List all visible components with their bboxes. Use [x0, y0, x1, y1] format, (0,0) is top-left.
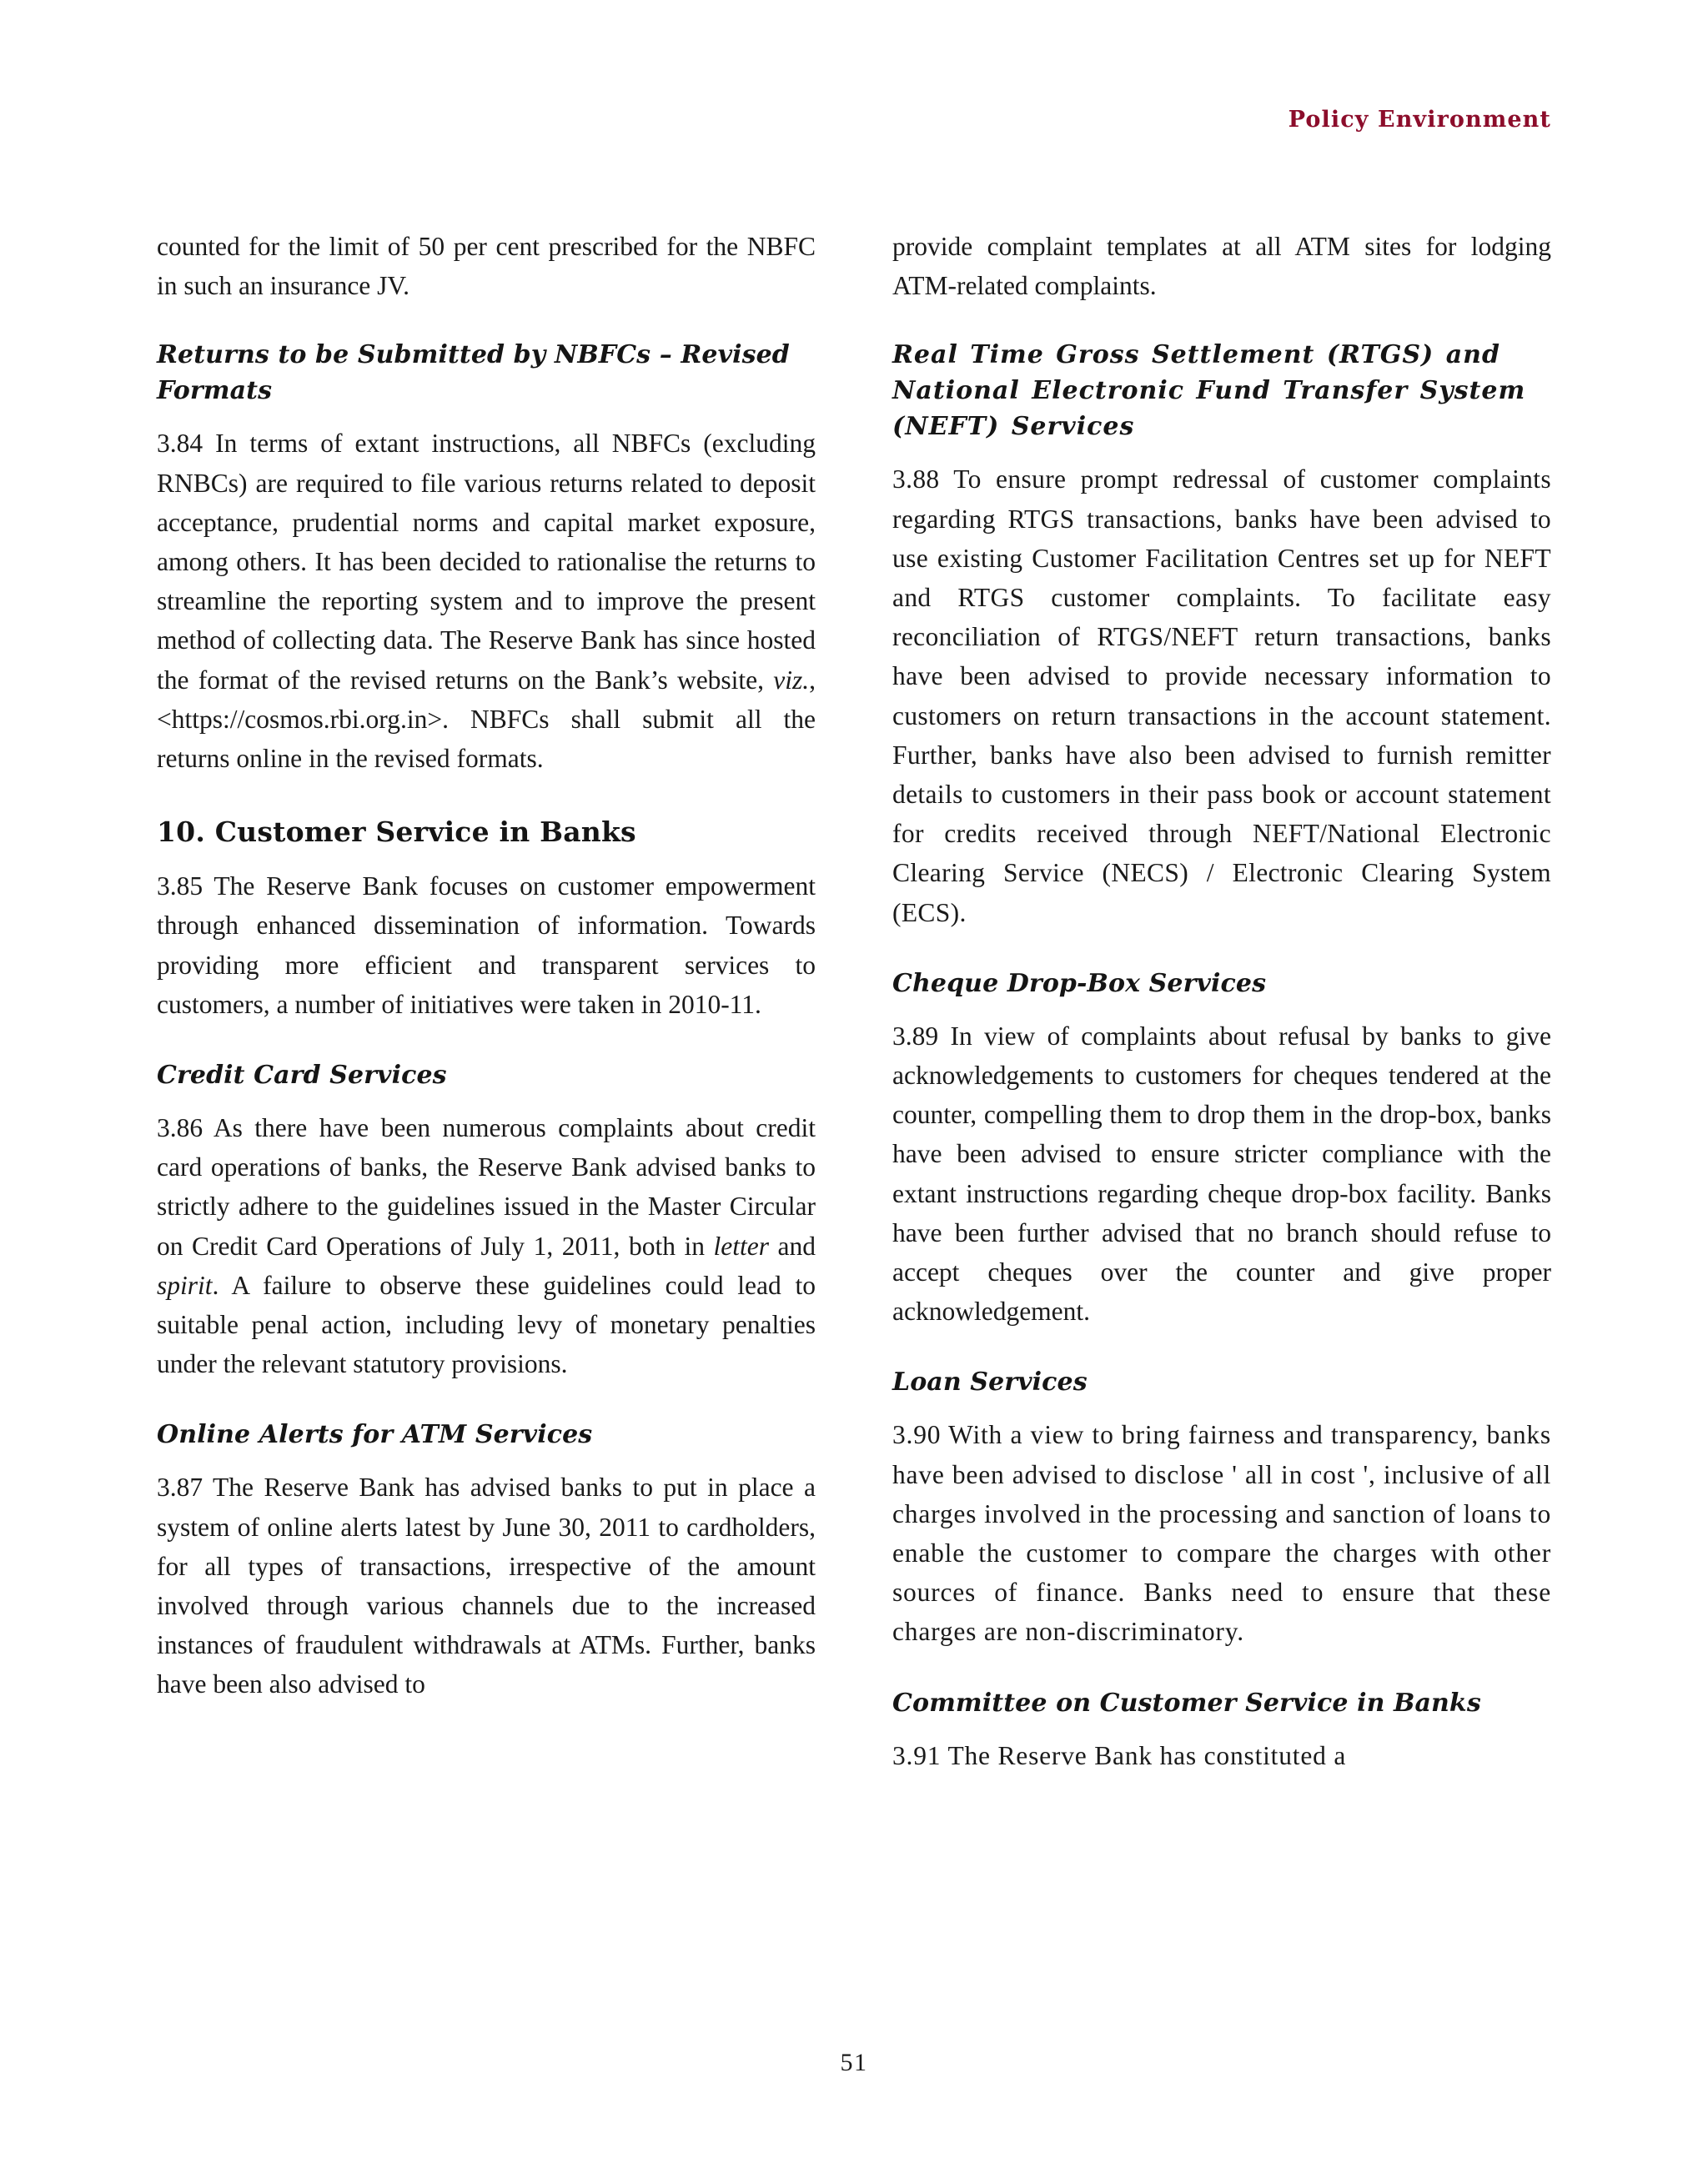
paragraph-3-85 — [157, 866, 816, 1024]
heading-committee-on-customer-service: Committee on Customer Service in Banks — [892, 1688, 1481, 1718]
paragraph-3-91 — [892, 1736, 1551, 1775]
two-column-body — [157, 227, 1551, 1775]
paragraph-3-86-text-b: . A failure to observe these guidelines could lead to suitable penal action, including levy of monetary penalties under the relevant statutory provisions. — [157, 1270, 816, 1379]
paragraph-3-86-text-a: As there have been numerous complaints about credit card operations of banks, the Reserve Bank advised banks to strictly adhere to the guidelines issued in the Master Circular on Credit Card Operations of July 1, 2011, both in — [157, 1113, 816, 1261]
paragraph-3-84-text-a: In terms of extant instructions, all NBFCs (excluding RNBCs) are required to file various returns related to deposit acceptance, prudential norms and capital market exposure, among others. It has been decided to rationalise the returns to streamline the reporting system and to improve the present method of collecting data. The Reserve Bank has since hosted the format of the revised returns on the Bank’s website, — [157, 429, 816, 695]
paragraph-3-86-emphasis-spirit: spirit — [157, 1270, 213, 1300]
paragraph-3-89 — [892, 1016, 1551, 1332]
paragraph-3-87 — [157, 1468, 816, 1704]
paragraph-3-84 — [157, 424, 816, 778]
paragraph-3-86-emphasis-letter: letter — [713, 1231, 769, 1261]
paragraph-3-88-text: To ensure prompt redressal of customer complaints regarding RTGS transactions, banks have been advised to use existing Customer Facilitation Centres set up for NEFT and RTGS customer complaints. To facilitate easy reconciliation of RTGS/NEFT return transactions, banks have been advised to provide necessary information to customers on return transactions in the account statement. Further, banks have also been advised to furnish remitter details to customers in their pass book or account statement for credits received through NEFT/National Electronic Clearing Service (NECS) / Electronic Clearing System (ECS). — [892, 464, 1551, 927]
heading-credit-card-services: Credit Card Services — [157, 1061, 447, 1091]
right-column — [892, 227, 1551, 1775]
heading-cheque-drop-box-services: Cheque Drop-Box Services — [892, 968, 1267, 998]
paragraph-3-87-text: The Reserve Bank has advised banks to put in place a system of online alerts latest by June 30, 2011 to cardholders, for all types of transactions, irrespective of the amount involved through various channels due to the increased instances of fraudulent withdrawals at ATMs. Further, banks have been also advised to — [157, 1473, 816, 1699]
paragraph-number-3-88: 3.88 — [892, 464, 940, 494]
paragraph-number-3-84: 3.84 — [157, 429, 203, 459]
paragraph-3-86-text-mid: and — [777, 1231, 816, 1261]
heading-section-10-customer-service: 10. Customer Service in Banks — [157, 816, 636, 849]
page-number: 51 — [840, 2049, 868, 2076]
heading-online-alerts-for-atm-services: Online Alerts for ATM Services — [157, 1420, 593, 1450]
paragraph-number-3-89: 3.89 — [892, 1021, 939, 1051]
running-header-title: Policy Environment — [1288, 107, 1551, 133]
paragraph-number-3-87: 3.87 — [157, 1473, 203, 1503]
paragraph-number-3-85: 3.85 — [157, 871, 203, 901]
paragraph-3-89-text: In view of complaints about refusal by banks to give acknowledgements to customers for cheques tendered at the counter, compelling them to drop them in the drop-box, banks have been advised to ensure stricter compliance with the extant instructions regarding cheque drop-box facility. Banks have been further advised that no branch should refuse to accept cheques over the counter and give proper acknowledgement. — [892, 1021, 1551, 1327]
paragraph-number-3-90: 3.90 — [892, 1420, 942, 1450]
paragraph-3-88 — [892, 459, 1551, 931]
left-column — [157, 227, 816, 1704]
paragraph-3-91-text: The Reserve Bank has constituted a — [947, 1740, 1347, 1770]
paragraph-3-86 — [157, 1108, 816, 1383]
heading-returns-to-be-submitted: Returns to be Submitted by NBFCs – Revised Formats — [157, 340, 790, 406]
paragraph-3-84-emphasis-viz: viz. — [773, 665, 810, 695]
paragraph-3-85-text: The Reserve Bank focuses on customer empowerment through enhanced dissemination of information. Towards providing more efficient and transparent services to customers, a number of initiatives were taken in 2010-11. — [157, 871, 816, 1019]
paragraph-3-90-text: With a view to bring fairness and transparency, banks have been advised to disclose ' all in cost ', inclusive of all charges involved in the processing and sanction of loans to enable the customer to compare the charges with other sources of finance. Banks need to ensure that these charges are non-discriminatory. — [892, 1420, 1551, 1647]
paragraph-3-90 — [892, 1415, 1551, 1651]
heading-rtgs-and-neft-services: Real Time Gross Settlement (RTGS) and National Electronic Fund Transfer System (NEFT) Services — [892, 340, 1526, 442]
paragraph-continued-right: provide complaint templates at all ATM sites for lodging ATM-related complaints. — [892, 232, 1551, 301]
paragraph-number-3-91: 3.91 — [892, 1740, 942, 1770]
paragraph-number-3-86: 3.86 — [157, 1113, 203, 1143]
paragraph-3-84-text-b: , <https://cosmos.rbi.org.in>. NBFCs shall submit all the returns online in the revised formats. — [157, 665, 816, 774]
paragraph-continued-left: counted for the limit of 50 per cent prescribed for the NBFC in such an insurance JV. — [157, 232, 816, 301]
heading-loan-services: Loan Services — [892, 1368, 1088, 1398]
